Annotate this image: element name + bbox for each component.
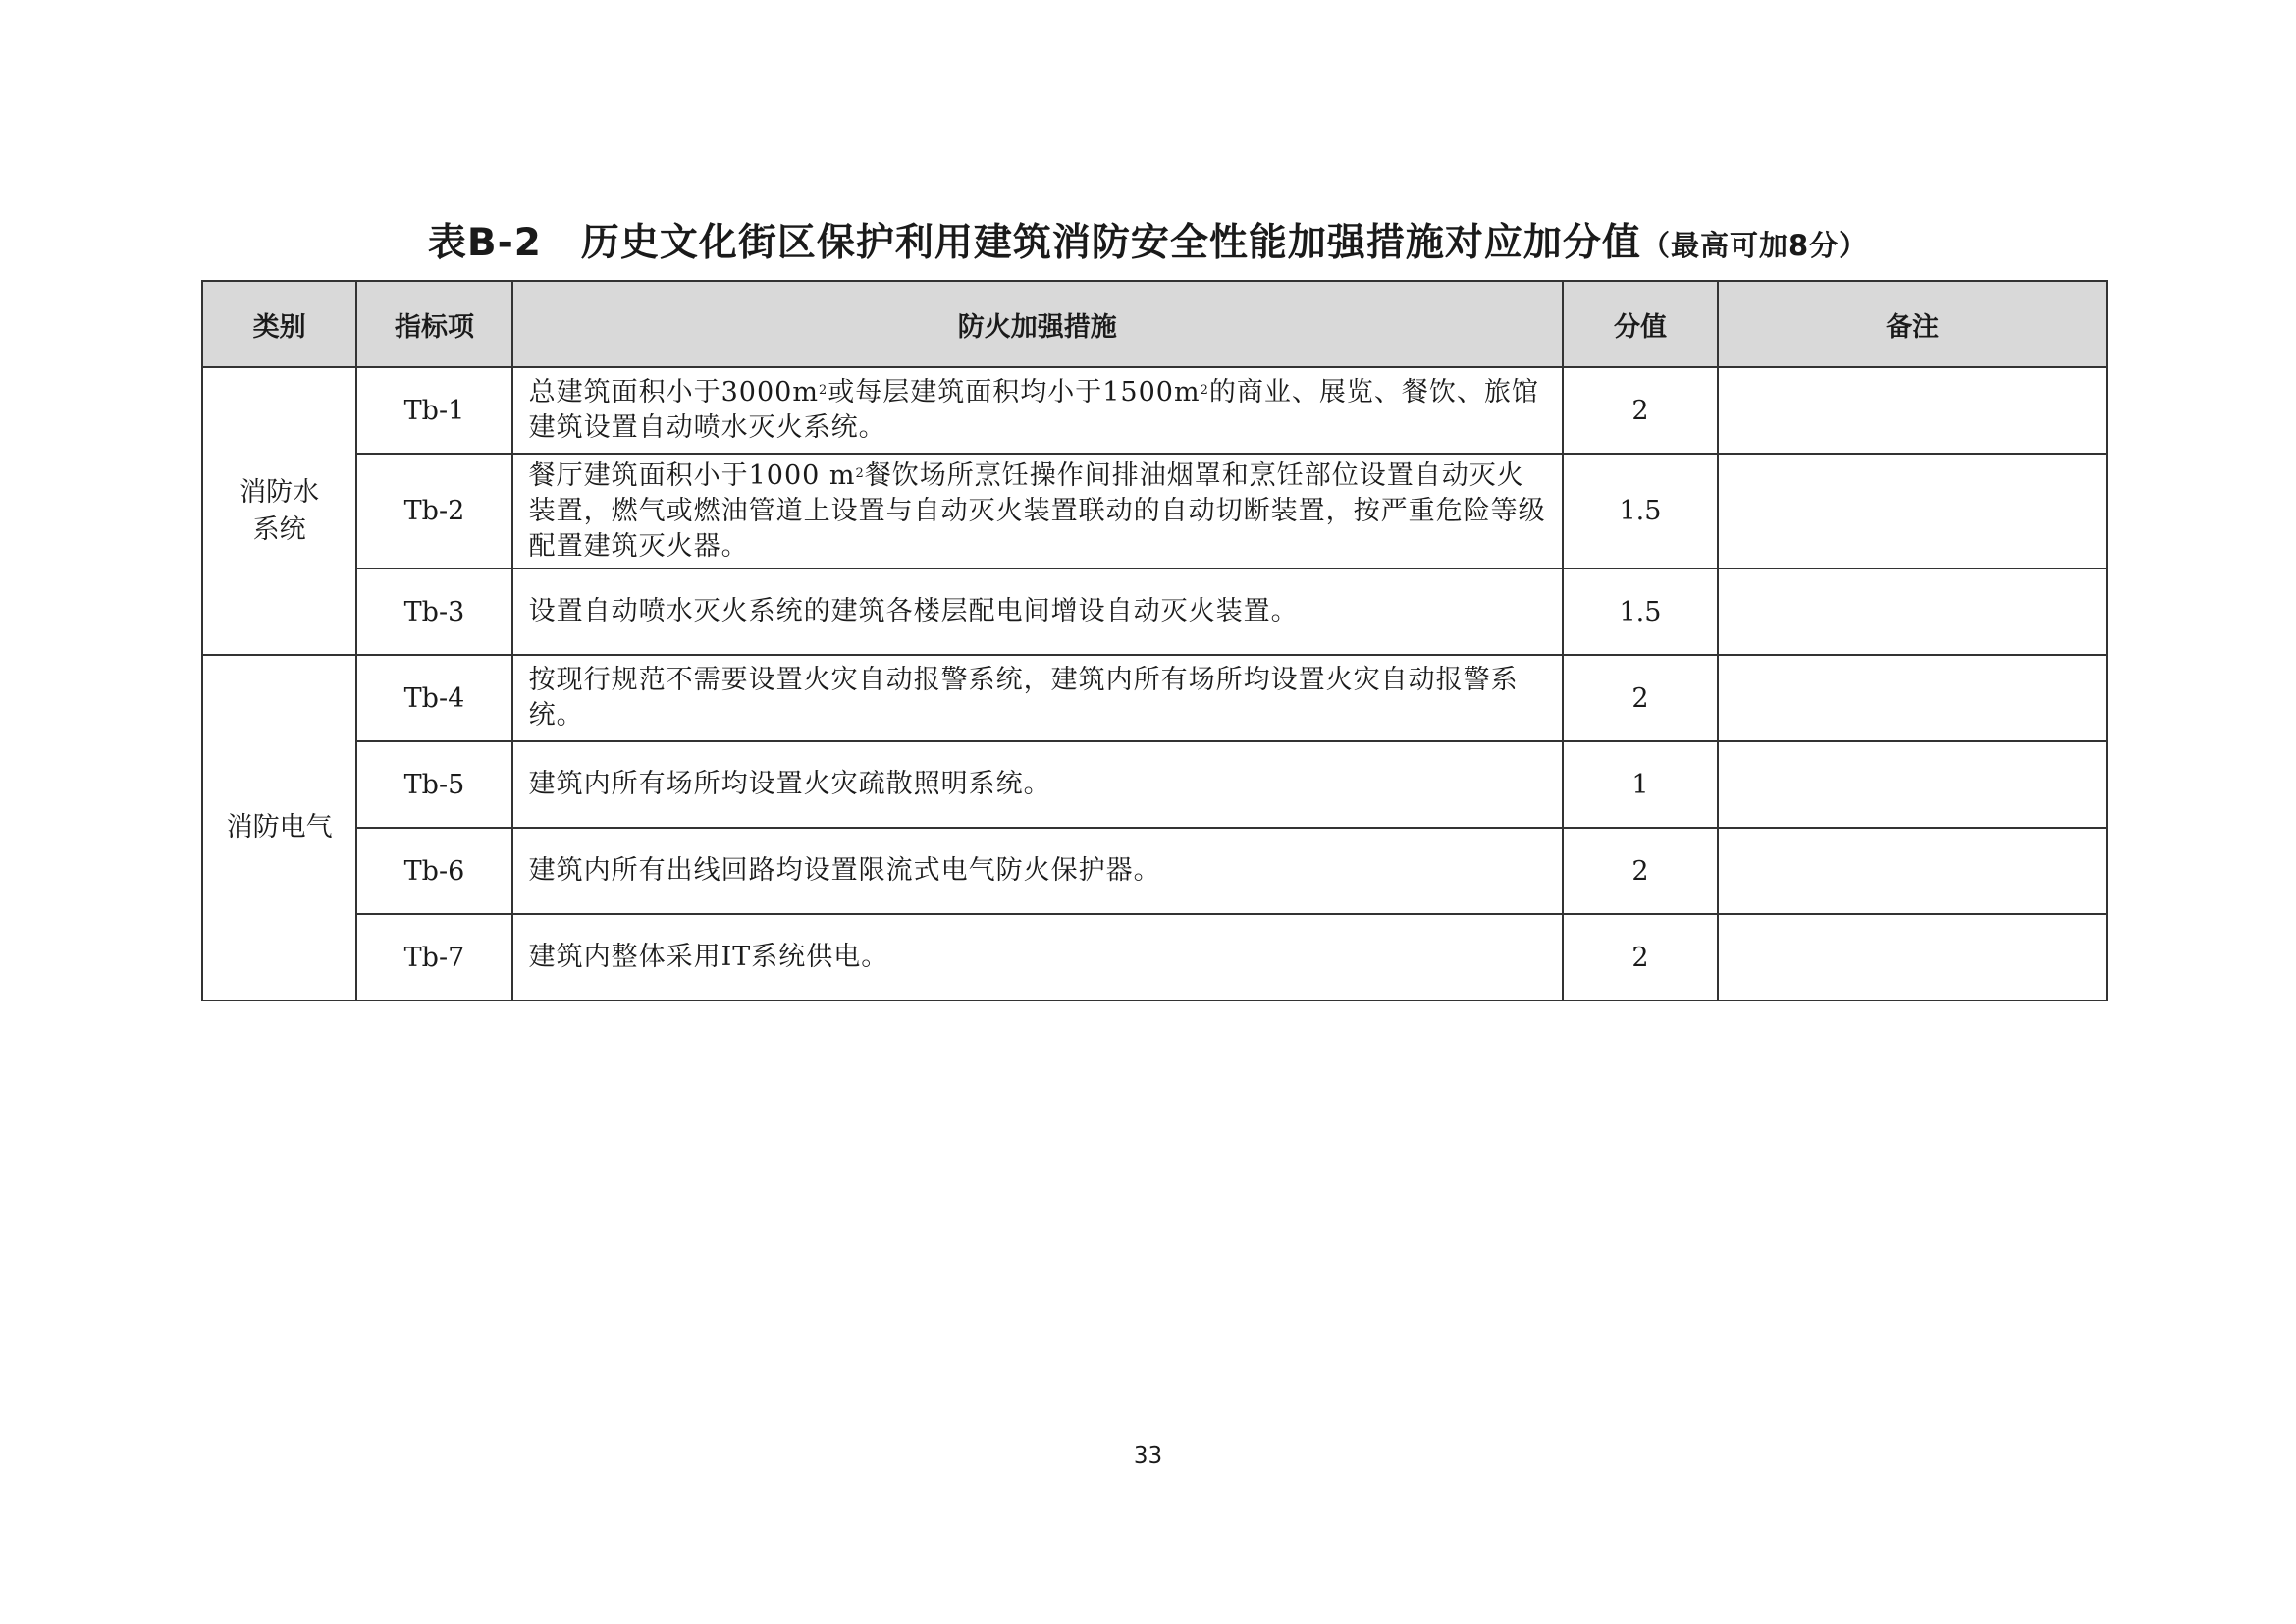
measure-text: 餐厅建筑面积小于1000 m — [528, 460, 856, 491]
score-cell: 2 — [1563, 367, 1718, 454]
index-cell: Tb-5 — [356, 741, 511, 828]
superscript: 2 — [818, 383, 828, 398]
remark-cell — [1718, 828, 2107, 914]
measure-cell: 按现行规范不需要设置火灾自动报警系统，建筑内所有场所均设置火灾自动报警系统。 — [512, 655, 1563, 741]
header-category: 类别 — [202, 281, 356, 367]
measure-cell: 建筑内所有场所均设置火灾疏散照明系统。 — [512, 741, 1563, 828]
superscript: 2 — [1200, 383, 1209, 398]
table-row — [202, 568, 2107, 655]
table-row — [202, 367, 2107, 454]
remark-cell — [1718, 914, 2107, 1001]
index-cell: Tb-4 — [356, 655, 511, 741]
index-cell: Tb-6 — [356, 828, 511, 914]
measure-cell: 建筑内所有出线回路均设置限流式电气防火保护器。 — [512, 828, 1563, 914]
index-cell: Tb-2 — [356, 454, 511, 568]
remark-cell — [1718, 568, 2107, 655]
measure-cell: 建筑内整体采用IT系统供电。 — [512, 914, 1563, 1001]
remark-cell — [1718, 454, 2107, 568]
table-row — [202, 741, 2107, 828]
table-title-note: （最高可加8分） — [1640, 229, 1869, 262]
measure-text: 餐饮场所烹饪操作间排油烟罩和烹饪部位设置自动灭火装置，燃气或燃油管道上设置与自动灭火装置联动的自动切断装置，按严重危险等级配置建筑灭火器。 — [528, 460, 1546, 562]
measure-cell: 设置自动喷水灭火系统的建筑各楼层配电间增设自动灭火装置。 — [512, 568, 1563, 655]
header-remark: 备注 — [1718, 281, 2107, 367]
table-title — [0, 212, 2296, 267]
category-label: 系统 — [252, 514, 306, 545]
remark-cell — [1718, 655, 2107, 741]
superscript: 2 — [855, 465, 865, 481]
index-cell: Tb-7 — [356, 914, 511, 1001]
table-row — [202, 655, 2107, 741]
score-cell: 1.5 — [1563, 568, 1718, 655]
index-cell: Tb-3 — [356, 568, 511, 655]
measure-cell — [512, 367, 1563, 454]
remark-cell — [1718, 741, 2107, 828]
header-index: 指标项 — [356, 281, 511, 367]
measure-text: 总建筑面积小于3000m — [528, 377, 819, 407]
header-score: 分值 — [1563, 281, 1718, 367]
score-cell: 1 — [1563, 741, 1718, 828]
table-row — [202, 828, 2107, 914]
measure-text: 或每层建筑面积均小于1500m — [828, 377, 1201, 407]
category-cell-electrical — [202, 655, 356, 1001]
category-cell-water-system — [202, 367, 356, 655]
score-cell: 2 — [1563, 655, 1718, 741]
score-cell: 1.5 — [1563, 454, 1718, 568]
table-row — [202, 914, 2107, 1001]
table-title-main: 表B-2 历史文化街区保护利用建筑消防安全性能加强措施对应加分值 — [427, 221, 1641, 265]
fire-safety-score-table — [201, 280, 2108, 1001]
category-label: 消防水 — [240, 476, 320, 508]
category-label: 消防电气 — [226, 812, 333, 842]
index-cell: Tb-1 — [356, 367, 511, 454]
score-cell: 2 — [1563, 828, 1718, 914]
page-number: 33 — [1133, 1443, 1163, 1469]
table-row — [202, 454, 2107, 568]
table-header-row — [202, 281, 2107, 367]
header-measure: 防火加强措施 — [512, 281, 1563, 367]
measure-text: 的商业、展览、餐饮、旅馆建筑设置自动喷水灭火系统。 — [528, 377, 1539, 443]
measure-cell — [512, 454, 1563, 568]
remark-cell — [1718, 367, 2107, 454]
score-cell: 2 — [1563, 914, 1718, 1001]
